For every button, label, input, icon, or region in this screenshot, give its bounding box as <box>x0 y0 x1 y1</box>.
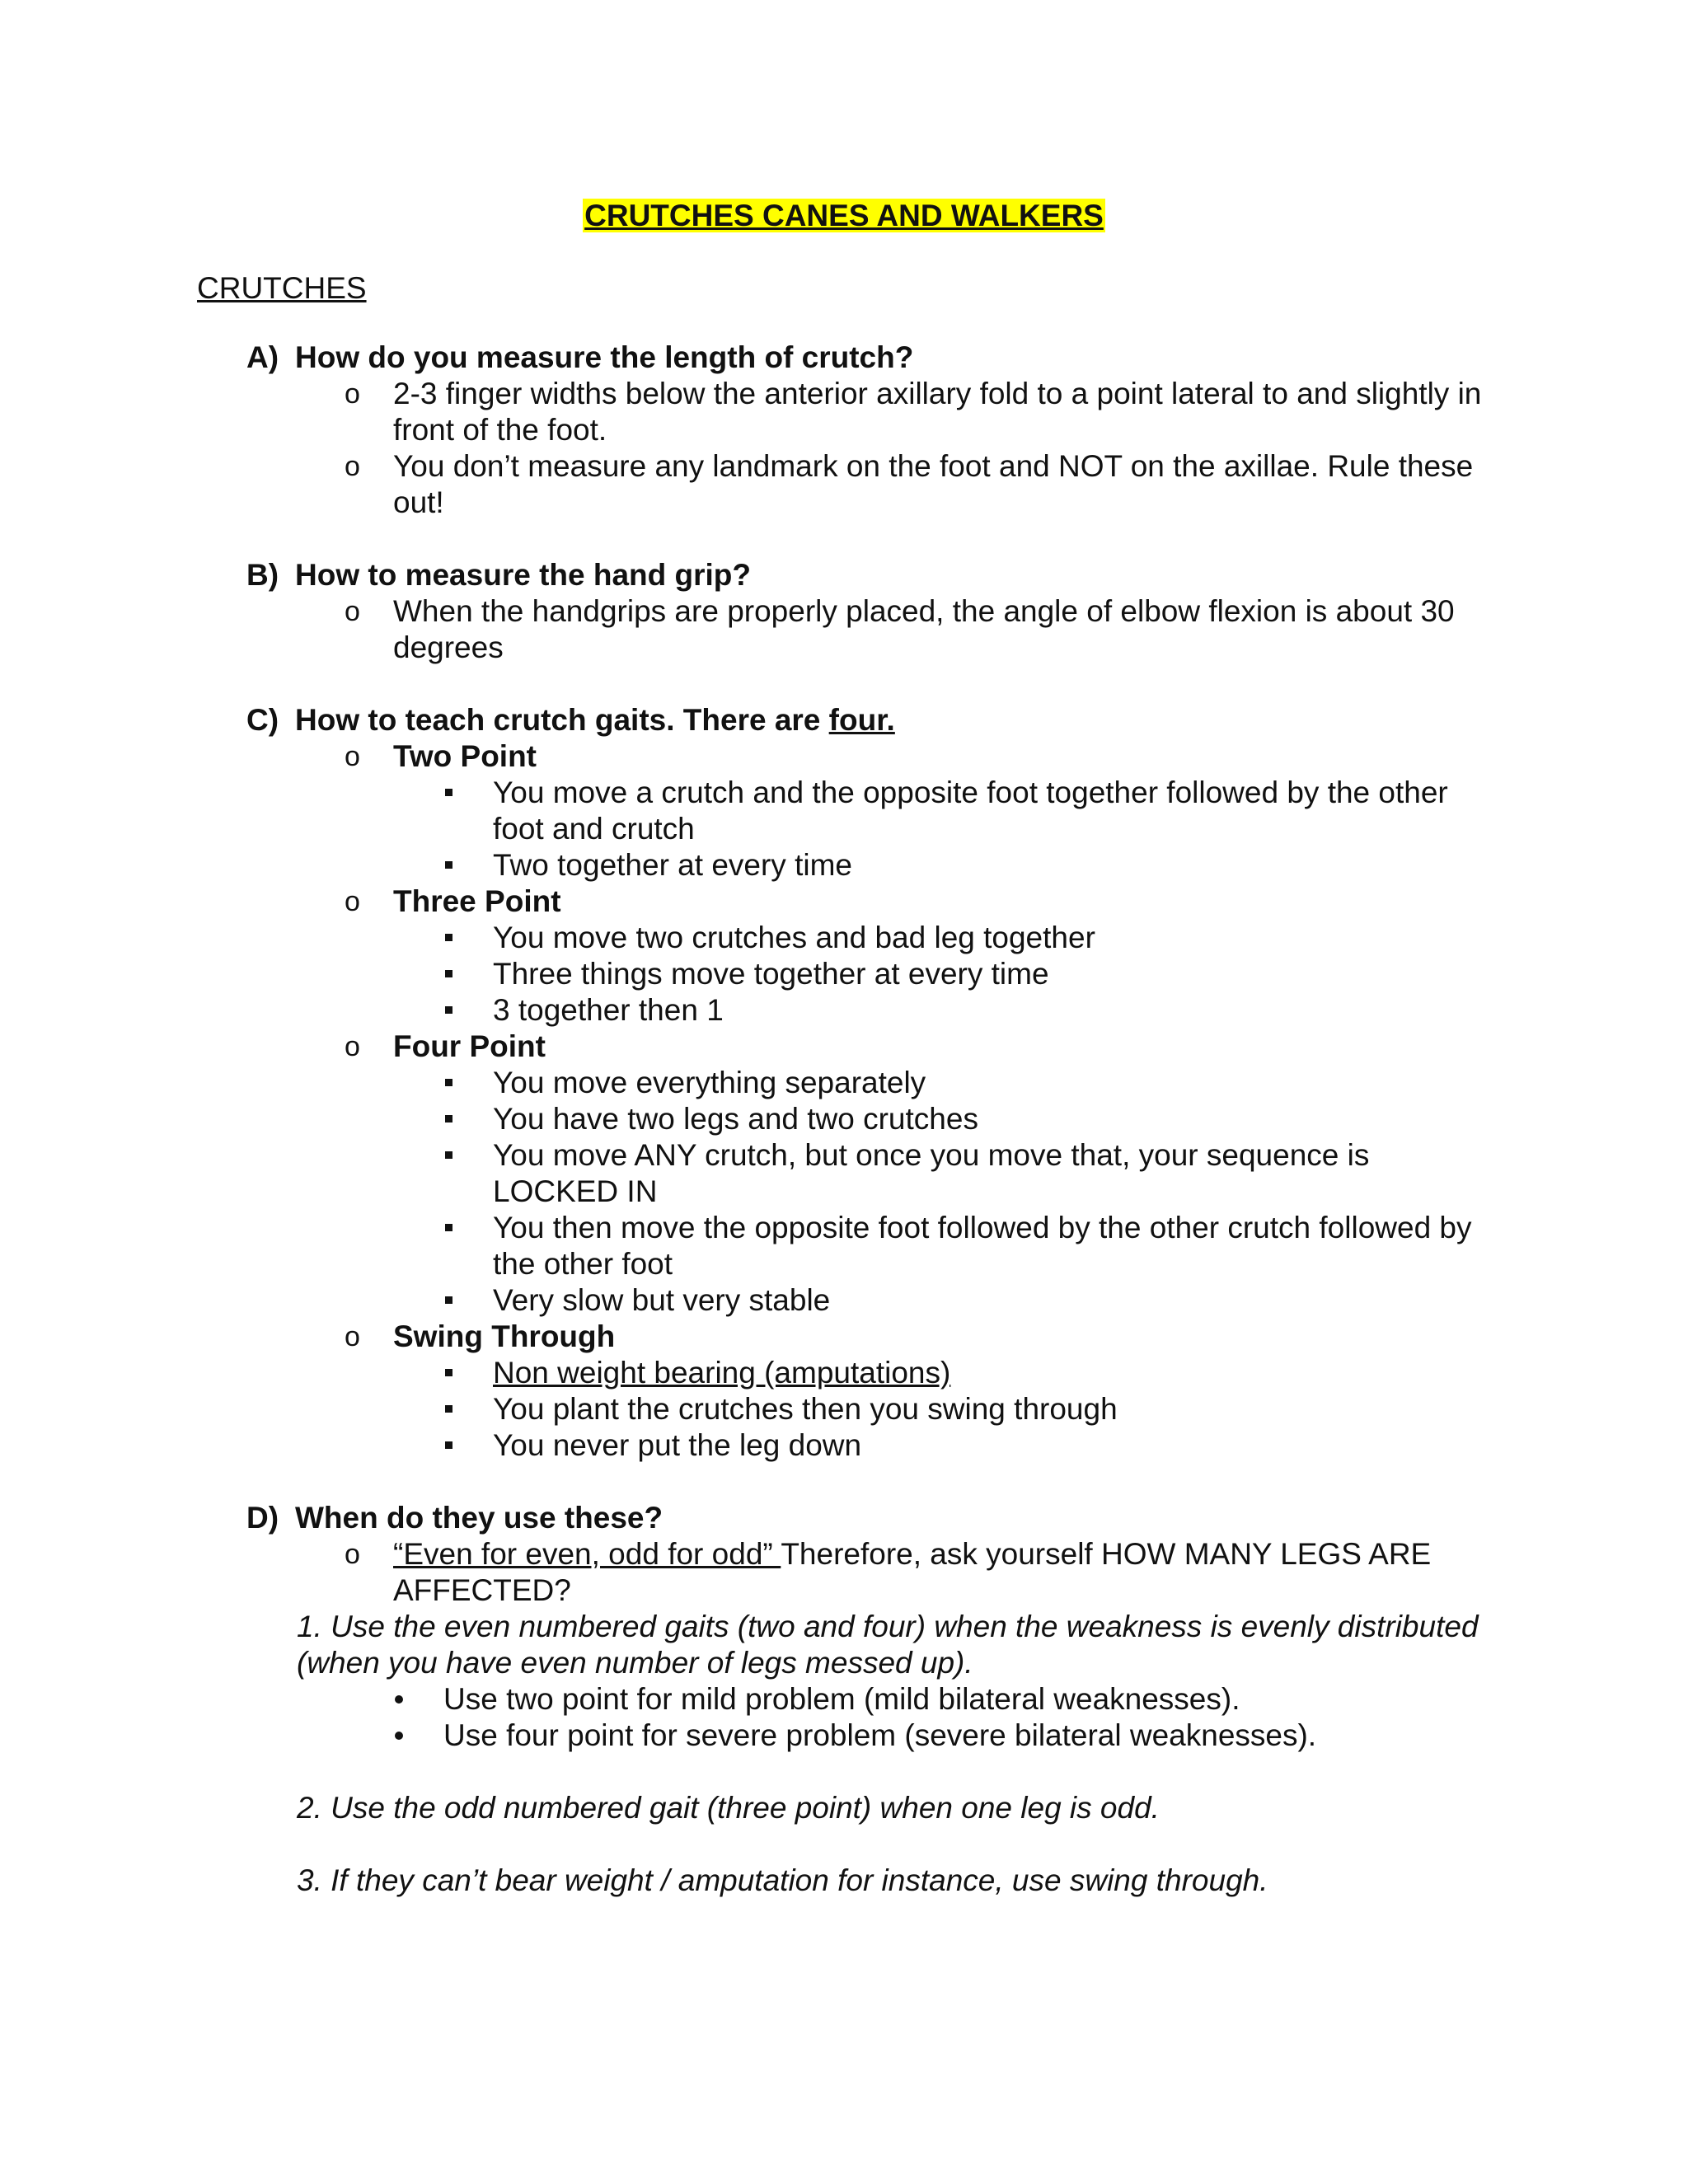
document-body <box>0 340 1688 1899</box>
bullet-text: You then move the opposite foot followed by the other crutch followed by <box>493 1211 1472 1244</box>
bullet-text: foot and crutch <box>493 812 695 846</box>
list-item <box>0 376 1688 412</box>
square-bullet-icon <box>445 934 452 941</box>
list-item <box>0 1282 1688 1319</box>
list-item-continuation <box>0 1572 1688 1609</box>
list-item <box>0 920 1688 956</box>
list-item-continuation <box>0 412 1688 448</box>
bullet-text: You move ANY crutch, but once you move that, your sequence is <box>493 1138 1370 1172</box>
rule-text: (when you have even number of legs messed up). <box>297 1646 973 1680</box>
gait-name: Two Point <box>393 739 537 773</box>
bullet-text: When the handgrips are properly placed, the angle of elbow flexion is about 30 <box>393 594 1455 628</box>
hollow-bullet-icon: o <box>345 1539 360 1570</box>
list-item <box>0 847 1688 883</box>
list-item <box>0 775 1688 811</box>
list-item <box>0 1681 1688 1718</box>
question-d-letter: D) <box>246 1501 279 1535</box>
rule-1-continuation <box>0 1645 1688 1681</box>
rule-text: 3. If they can’t bear weight / amputation for instance, use swing through. <box>297 1863 1268 1897</box>
list-item <box>0 448 1688 485</box>
bullet-text: the other foot <box>493 1247 673 1281</box>
bullet-text: Use four point for severe problem (severe bilateral weaknesses). <box>443 1718 1317 1752</box>
list-item <box>0 956 1688 992</box>
rule-text: 2. Use the odd numbered gait (three point) when one leg is odd. <box>297 1791 1160 1825</box>
bullet-text: out! <box>393 485 444 519</box>
bullet-text-rest: Therefore, ask yourself HOW MANY LEGS ARE <box>781 1537 1432 1571</box>
bullet-text: Two together at every time <box>493 848 852 882</box>
page-title-text: CRUTCHES CANES AND WALKERS <box>584 199 1104 232</box>
gait-name: Four Point <box>393 1029 546 1063</box>
bullet-text: You move everything separately <box>493 1066 926 1099</box>
list-item <box>0 1065 1688 1101</box>
bullet-text: AFFECTED? <box>393 1573 571 1607</box>
bullet-dot-icon <box>395 1732 403 1740</box>
hollow-bullet-icon: o <box>345 1321 360 1352</box>
square-bullet-icon <box>445 1405 452 1413</box>
even-odd-quote: “Even for even, odd for odd” <box>393 1537 781 1571</box>
rule-text: 1. Use the even numbered gaits (two and four) when the weakness is evenly distributed <box>297 1610 1479 1643</box>
rule-3 <box>0 1863 1688 1899</box>
list-item-continuation <box>0 811 1688 847</box>
gait-name: Swing Through <box>393 1319 616 1353</box>
square-bullet-icon <box>445 1441 452 1449</box>
bullet-text <box>393 1536 1431 1572</box>
list-item <box>0 1391 1688 1427</box>
page-title <box>0 198 1688 234</box>
gait-four-point <box>0 1029 1688 1065</box>
question-c <box>0 702 1688 738</box>
question-a <box>0 340 1688 376</box>
gait-three-point <box>0 883 1688 920</box>
list-item <box>0 1718 1688 1754</box>
bullet-text: front of the foot. <box>393 413 607 447</box>
square-bullet-icon <box>445 861 452 869</box>
gait-two-point <box>0 738 1688 775</box>
hollow-bullet-icon: o <box>345 451 360 482</box>
gait-name: Three Point <box>393 884 561 918</box>
section-heading-crutches: CRUTCHES <box>197 271 367 305</box>
square-bullet-icon <box>445 1224 452 1231</box>
square-bullet-icon <box>445 1115 452 1122</box>
list-item <box>0 992 1688 1029</box>
list-item <box>0 1536 1688 1572</box>
square-bullet-icon <box>445 1151 452 1159</box>
bullet-text: Very slow but very stable <box>493 1283 831 1317</box>
question-a-letter: A) <box>246 340 279 374</box>
bullet-text: Non weight bearing (amputations) <box>493 1356 951 1390</box>
hollow-bullet-icon: o <box>345 596 360 627</box>
question-c-text-main: How to teach crutch gaits. There are <box>295 703 829 737</box>
hollow-bullet-icon: o <box>345 378 360 410</box>
rule-1 <box>0 1609 1688 1645</box>
list-item <box>0 593 1688 630</box>
question-a-text: How do you measure the length of crutch? <box>295 340 914 374</box>
list-item <box>0 1210 1688 1246</box>
question-c-text-emphasis: four. <box>828 703 895 737</box>
bullet-text: 3 together then 1 <box>493 993 724 1027</box>
gait-swing-through <box>0 1319 1688 1355</box>
hollow-bullet-icon: o <box>345 886 360 917</box>
question-b-letter: B) <box>246 558 279 592</box>
square-bullet-icon <box>445 789 452 796</box>
question-b <box>0 557 1688 593</box>
bullet-text: You move a crutch and the opposite foot together followed by the other <box>493 776 1448 809</box>
bullet-text: You move two crutches and bad leg together <box>493 921 1095 954</box>
question-b-text: How to measure the hand grip? <box>295 558 751 592</box>
bullet-text: LOCKED IN <box>493 1174 658 1208</box>
rule-2 <box>0 1790 1688 1826</box>
question-d-text: When do they use these? <box>295 1501 663 1535</box>
bullet-text: You never put the leg down <box>493 1428 862 1462</box>
list-item <box>0 1355 1688 1391</box>
list-item-continuation <box>0 485 1688 521</box>
question-c-letter: C) <box>246 703 279 737</box>
hollow-bullet-icon: o <box>345 1031 360 1062</box>
bullet-text: degrees <box>393 630 504 664</box>
list-item-continuation <box>0 630 1688 666</box>
square-bullet-icon <box>445 1079 452 1086</box>
list-item-continuation <box>0 1174 1688 1210</box>
bullet-text: You don’t measure any landmark on the foot and NOT on the axillae. Rule these <box>393 449 1474 483</box>
list-item <box>0 1101 1688 1137</box>
bullet-text: You plant the crutches then you swing through <box>493 1392 1118 1426</box>
bullet-text: Three things move together at every time <box>493 957 1049 991</box>
bullet-text: You have two legs and two crutches <box>493 1102 978 1136</box>
question-c-text <box>295 702 895 738</box>
list-item <box>0 1137 1688 1174</box>
list-item <box>0 1427 1688 1464</box>
list-item-continuation <box>0 1246 1688 1282</box>
bullet-text: Use two point for mild problem (mild bilateral weaknesses). <box>443 1682 1240 1716</box>
square-bullet-icon <box>445 1296 452 1304</box>
bullet-dot-icon <box>395 1695 403 1704</box>
square-bullet-icon <box>445 1369 452 1376</box>
square-bullet-icon <box>445 970 452 977</box>
hollow-bullet-icon: o <box>345 741 360 772</box>
square-bullet-icon <box>445 1006 452 1014</box>
bullet-text: 2-3 finger widths below the anterior axillary fold to a point lateral to and slightly in <box>393 377 1482 410</box>
question-d <box>0 1500 1688 1536</box>
